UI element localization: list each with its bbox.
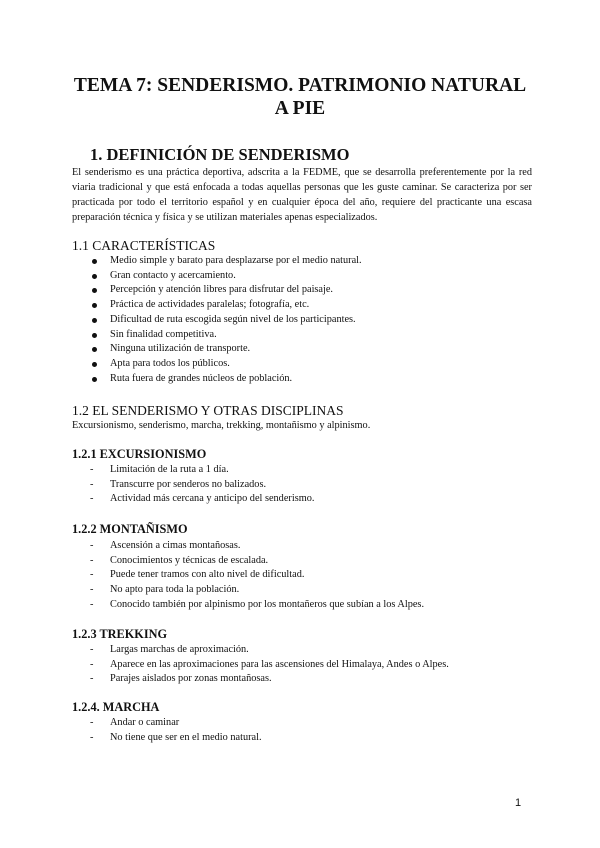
list-item: - Puede tener tramos con alto nivel de dificultad. [0, 568, 520, 583]
montanismo-list [0, 539, 520, 613]
list-item: - Conocido también por alpinismo por los montañeros que subían a los Alpes. [0, 598, 520, 613]
document-title: TEMA 7: SENDERISMO. PATRIMONIO NATURAL A PIE [73, 75, 527, 119]
heading-montanismo: 1.2.2 MONTAÑISMO [72, 522, 188, 536]
section-heading-definicion: 1. DEFINICIÓN DE SENDERISMO [90, 145, 350, 164]
list-item: - No tiene que ser en el medio natural. [0, 731, 520, 746]
list-item: - Aparece en las aproximaciones para las ascensiones del Himalaya, Andes o Alpes. [0, 658, 520, 673]
list-item: Ninguna utilización de transporte. [0, 342, 520, 357]
list-item: - Ascensión a cimas montañosas. [0, 539, 520, 554]
list-item: Medio simple y barato para desplazarse por el medio natural. [0, 254, 520, 269]
page-number: 1 [515, 797, 522, 809]
heading-excursionismo: 1.2.1 EXCURSIONISMO [72, 447, 207, 461]
heading-trekking: 1.2.3 TREKKING [72, 627, 168, 641]
list-item: Apta para todos los públicos. [0, 357, 520, 372]
list-item: Percepción y atención libres para disfrutar del paisaje. [0, 283, 520, 298]
heading-disciplinas: 1.2 EL SENDERISMO Y OTRAS DISCIPLINAS [72, 403, 344, 418]
list-item: Sin finalidad competitiva. [0, 328, 520, 343]
heading-caracteristicas: 1.1 CARACTERÍSTICAS [72, 238, 216, 253]
definition-paragraph: El senderismo es una práctica deportiva, adscrita a la FEDME, que se desarrolla preferentemente por la red viaria tradicional y que está enfocada a todas aquellas personas que les guste caminar. Se caracteriza por ser practicada por todo el territorio español y en cualquier época del año, requiere del practicante una escasa preparación técnica y física y se utilizan materiales apenas especializados. [72, 167, 532, 223]
list-item: - Actividad más cercana y anticipo del senderismo. [0, 492, 520, 507]
list-item: - Parajes aislados por zonas montañosas. [0, 672, 520, 687]
list-item: - Largas marchas de aproximación. [0, 643, 520, 658]
heading-marcha: 1.2.4. MARCHA [72, 700, 160, 714]
marcha-list [0, 716, 520, 745]
excursionismo-list [0, 463, 520, 507]
list-item: Dificultad de ruta escogida según nivel de los participantes. [0, 313, 520, 328]
list-item: - Andar o caminar [0, 716, 520, 731]
list-item: Práctica de actividades paralelas; fotografía, etc. [0, 298, 520, 313]
list-item: Ruta fuera de grandes núcleos de población. [0, 372, 520, 387]
disciplinas-text: Excursionismo, senderismo, marcha, trekking, montañismo y alpinismo. [72, 420, 371, 431]
list-item: - Conocimientos y técnicas de escalada. [0, 554, 520, 569]
list-item: - No apto para toda la población. [0, 583, 520, 598]
list-item: - Transcurre por senderos no balizados. [0, 478, 520, 493]
trekking-list [0, 643, 520, 687]
list-item: Gran contacto y acercamiento. [0, 269, 520, 284]
caracteristicas-list [0, 254, 520, 386]
list-item: - Limitación de la ruta a 1 día. [0, 463, 520, 478]
